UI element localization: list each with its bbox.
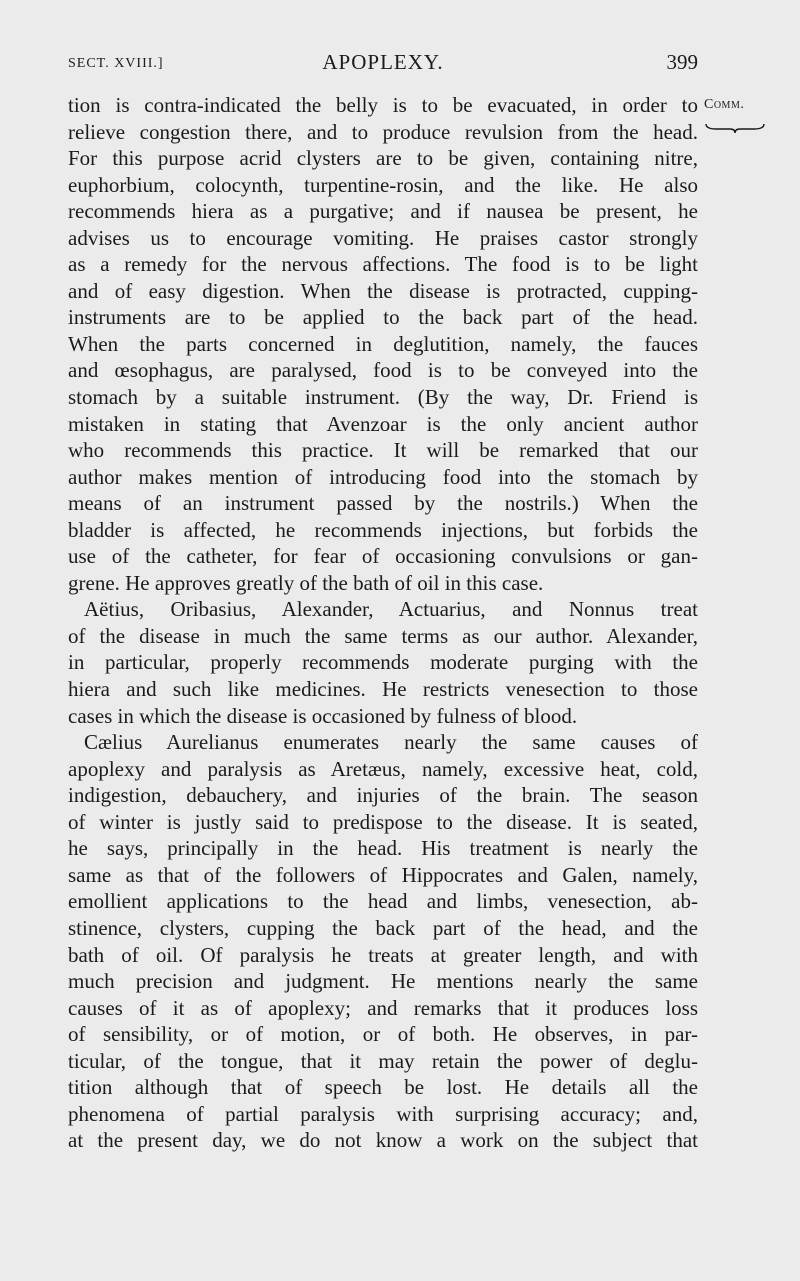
text-line: as a remedy for the nervous affections. The food is to be light <box>68 252 698 277</box>
text-line: relieve congestion there, and to produce revulsion from the head. <box>68 119 698 144</box>
text-line: bath of oil. Of paralysis he treats at greater length, and with <box>68 942 698 967</box>
text-line: causes of it as of apoplexy; and remarks that it produces loss <box>68 995 698 1020</box>
text-line: of the disease in much the same terms as our author. Alexander, <box>68 623 698 648</box>
text-line: and of easy digestion. When the disease is protracted, cupping- <box>68 278 698 303</box>
text-line: at the present day, we do not know a work on the subject that <box>68 1128 698 1153</box>
paragraph-2 <box>68 596 698 729</box>
text-line: means of an instrument passed by the nostrils.) When the <box>68 491 698 516</box>
text-line: recommends hiera as a purgative; and if nausea be present, he <box>68 199 698 224</box>
text-line: he says, principally in the head. His treatment is nearly the <box>68 836 698 861</box>
paragraph-3 <box>68 729 698 1154</box>
text-line: in particular, properly recommends moderate purging with the <box>68 650 698 675</box>
text-line: Aëtius, Oribasius, Alexander, Actuarius, and Nonnus treat <box>84 597 698 622</box>
text-line: hiera and such like medicines. He restricts venesection to those <box>68 677 698 702</box>
section-label: SECT. XVIII.] <box>68 56 164 71</box>
text-line: tition although that of speech be lost. He details all the <box>68 1075 698 1100</box>
text-line: advises us to encourage vomiting. He praises castor strongly <box>68 225 698 250</box>
text-line: emollient applications to the head and limbs, venesection, ab- <box>68 889 698 914</box>
text-line: use of the catheter, for fear of occasioning convulsions or gan- <box>68 544 698 569</box>
text-line: grene. He approves greatly of the bath of oil in this case. <box>68 570 544 595</box>
text-line: same as that of the followers of Hippocrates and Galen, namely, <box>68 862 698 887</box>
text-line: author makes mention of introducing food into the stomach by <box>68 464 698 489</box>
text-line: instruments are to be applied to the back part of the head. <box>68 305 698 330</box>
text-line: bladder is affected, he recommends injections, but forbids the <box>68 517 698 542</box>
text-line: tion is contra-indicated the belly is to be evacuated, in order to <box>68 93 698 117</box>
text-line: When the parts concerned in deglutition, namely, the fauces <box>68 331 698 356</box>
margin-brace-icon <box>704 121 766 135</box>
body-text <box>68 92 698 1154</box>
text-line: and œsophagus, are paralysed, food is to be conveyed into the <box>68 358 698 383</box>
text-line: phenomena of partial paralysis with surprising accuracy; and, <box>68 1101 698 1126</box>
text-line: apoplexy and paralysis as Aretæus, namely, excessive heat, cold, <box>68 756 698 781</box>
text-line: mistaken in stating that Avenzoar is the only ancient author <box>68 411 698 436</box>
text-line: euphorbium, colocynth, turpentine-rosin, and the like. He also <box>68 172 698 197</box>
text-line: cases in which the disease is occasioned by fulness of blood. <box>68 703 578 728</box>
text-line: For this purpose acrid clysters are to be given, containing nitre, <box>68 146 698 171</box>
text-line: stinence, clysters, cupping the back part of the head, and the <box>68 915 698 940</box>
text-line: indigestion, debauchery, and injuries of the brain. The season <box>68 783 698 808</box>
chapter-title: APOPLEXY. <box>322 50 444 74</box>
text-line: much precision and judgment. He mentions nearly the same <box>68 969 698 994</box>
text-line: who recommends this practice. It will be remarked that our <box>68 438 698 463</box>
page-number: 399 <box>666 50 698 74</box>
text-line: of winter is justly said to predispose to the disease. It is seated, <box>68 809 698 834</box>
text-line: of sensibility, or of motion, or of both. He observes, in par- <box>68 1022 698 1047</box>
paragraph-1 <box>68 92 698 596</box>
margin-note: Comm. <box>704 97 745 112</box>
running-head <box>68 48 698 78</box>
text-line: stomach by a suitable instrument. (By the way, Dr. Friend is <box>68 385 698 410</box>
text-line: Cælius Aurelianus enumerates nearly the same causes of <box>84 730 698 755</box>
text-line: ticular, of the tongue, that it may retain the power of deglu- <box>68 1048 698 1073</box>
